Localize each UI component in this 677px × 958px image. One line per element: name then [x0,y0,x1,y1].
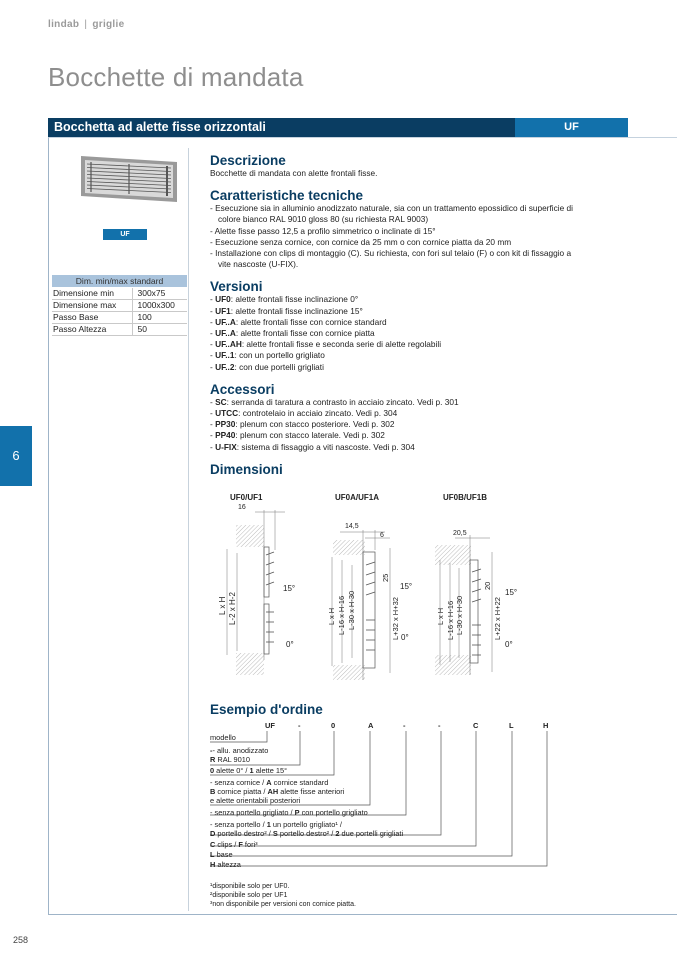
accessori-heading: Accessori [210,381,275,397]
svg-text:14,5: 14,5 [345,523,359,530]
section-bar [48,118,677,137]
svg-text:L x H: L x H [327,607,336,625]
content-column [210,153,630,477]
table-row [52,299,187,311]
versione-item: - UF..1: con un portello grigliato [210,350,325,361]
esempio-heading: Esempio d'ordine [210,702,323,717]
versione-item: - UF..AH: alette frontali fisse e seconda serie di alette regolabili [210,339,442,350]
diagram-label: UF0A/UF1A [335,493,380,502]
footnote: ¹disponibile solo per UF0. [210,883,290,890]
svg-text:L+22 x H+22: L+22 x H+22 [493,597,502,640]
order-line-cornice-2: B cornice piatta / AH alette fisse anteriori [210,787,345,796]
caratteristiche-heading: Caratteristiche tecniche [210,188,364,204]
order-line-portello: - senza portello grigliato / P con portello grigliato [210,808,368,817]
svg-text:20: 20 [483,581,492,590]
versioni-heading: Versioni [210,279,263,295]
accessorio-item: - UTCC: controtelaio in acciaio zincato. Vedi p. 304 [210,408,398,419]
table-row [52,323,187,335]
order-line-portelli: - senza portello / 1 un portello grigliato¹ / [210,820,342,829]
svg-text:6: 6 [380,532,384,539]
svg-text:L x H: L x H [436,607,445,625]
diagram-label: UF0/UF1 [230,493,263,502]
product-badge: UF [103,229,147,240]
order-line-cornice-3: e alette orientabili posteriori [210,796,301,805]
order-code: H [543,721,549,730]
versione-item: - UF..A: alette frontali fisse con cornice piatta [210,328,375,339]
section-code: UF [515,118,628,137]
caratteristiche-item: vite nascoste (U-FIX). [218,259,299,270]
svg-text:L+32 x H+32: L+32 x H+32 [391,597,400,640]
caratteristiche-item: - Alette fisse passo 12,5 a profilo simmetrico o inclinate di 15° [210,225,436,236]
row-value: 1000x300 [132,299,187,311]
row-value: 100 [132,311,187,323]
svg-text:15°: 15° [505,588,518,597]
caratteristiche-item: - Esecuzione senza cornice, con cornice da 25 mm o con cornice piatta da 20 mm [210,236,512,247]
descrizione-heading: Descrizione [210,153,286,168]
footnote: ²disponibile solo per UF1 [210,892,288,899]
caratteristiche-item: - Installazione con clips di montaggio (C). Su richiesta, con fori sul telaio (F) o con kit di fissaggio a [210,248,572,259]
svg-text:L x H: L x H [218,596,227,615]
brand-separator: | [84,19,88,30]
footnote: ³non disponibile per versioni con cornice piatta. [210,901,356,908]
brand-name: lindab [48,19,80,30]
accessorio-item: - SC: serranda di taratura a contrasto in acciaio zincato. Vedi p. 301 [210,396,459,407]
order-line-fissaggio: C clips / F fori³ [210,840,258,849]
accessorio-item: - PP40: plenum con stacco laterale. Vedi p. 302 [210,430,385,441]
chapter-tab[interactable]: 6 [0,426,32,486]
order-line-altezza: H altezza [210,860,241,869]
dimension-diagrams [200,490,560,695]
caratteristiche-item: colore bianco RAL 9010 gloss 80 (su richiesta RAL 9003) [218,214,429,225]
order-line-base: L base [210,850,233,859]
section-title: Bocchetta ad alette fisse orizzontali [48,118,515,137]
versione-item: - UF0: alette frontali fisse inclinazione 0° [210,294,359,305]
order-line-alette: 0 alette 0° / 1 alette 15° [210,766,288,775]
order-example [210,719,570,909]
versione-item: - UF..2: con due portelli grigliati [210,361,324,372]
order-code: C [473,721,479,730]
order-code: UF [265,721,275,730]
row-value: 300x75 [132,287,187,299]
order-line-finish: -- allu. anodizzato [210,746,269,755]
row-label: Passo Altezza [52,323,132,335]
accessorio-item: - U-FIX: sistema di fissaggio a viti nascoste. Vedi p. 304 [210,441,415,452]
svg-text:L-16 x H-16: L-16 x H-16 [337,595,346,635]
svg-text:L-2 x H-2: L-2 x H-2 [228,592,237,625]
versione-item: - UF..A: alette frontali fisse con cornice standard [210,316,387,327]
svg-text:0°: 0° [286,640,294,649]
svg-text:25: 25 [381,573,390,582]
dimension-table [52,275,187,336]
svg-text:0°: 0° [401,633,409,642]
svg-text:15°: 15° [283,584,296,593]
svg-text:L-30 x H-30: L-30 x H-30 [347,590,356,630]
row-label: Passo Base [52,311,132,323]
accessorio-item: - PP30: plenum con stacco posteriore. Vedi p. 302 [210,419,395,430]
column-divider [188,148,189,911]
order-code: A [368,721,374,730]
order-line-finish-ral: R RAL 9010 [210,755,250,764]
row-label: Dimensione max [52,299,132,311]
order-code: - [298,721,301,730]
row-value: 50 [132,323,187,335]
row-label: Dimensione min [52,287,132,299]
dimensioni-heading: Dimensioni [210,461,283,477]
versione-item: - UF1: alette frontali fisse inclinazione 15° [210,305,363,316]
order-code: - [403,721,406,730]
brand-header [48,19,124,30]
order-line-cornice: - senza cornice / A cornice standard [210,778,329,787]
diagram-label: UF0B/UF1B [443,493,488,502]
order-code: 0 [331,721,336,730]
dimension-table-header: Dim. min/max standard [52,275,187,287]
caratteristiche-item: - Esecuzione sia in alluminio anodizzato naturale, sia con un trattamento epossidico di superficie di [210,203,573,214]
order-line-portelli-2: D portello destro² / S portello destro² / 2 due portelli grigliati [210,829,404,838]
page-title: Bocchette di mandata [48,62,304,92]
table-row [52,311,187,323]
table-row [52,287,187,299]
page-number: 258 [13,935,29,945]
brand-section: griglie [92,19,125,30]
order-code: L [509,721,514,730]
svg-text:L-16 x H-16: L-16 x H-16 [446,600,455,640]
svg-text:16: 16 [238,504,246,511]
svg-text:0°: 0° [505,640,513,649]
svg-text:20,5: 20,5 [453,530,467,537]
air-grille-image [79,154,179,204]
svg-text:L-30 x H-30: L-30 x H-30 [455,595,464,635]
order-line-modello: modello [210,733,236,742]
svg-text:15°: 15° [400,582,413,591]
dimension-drawing [200,490,560,695]
order-code: - [438,721,441,730]
descrizione-text: Bocchette di mandata con alette frontali fisse. [210,168,378,178]
